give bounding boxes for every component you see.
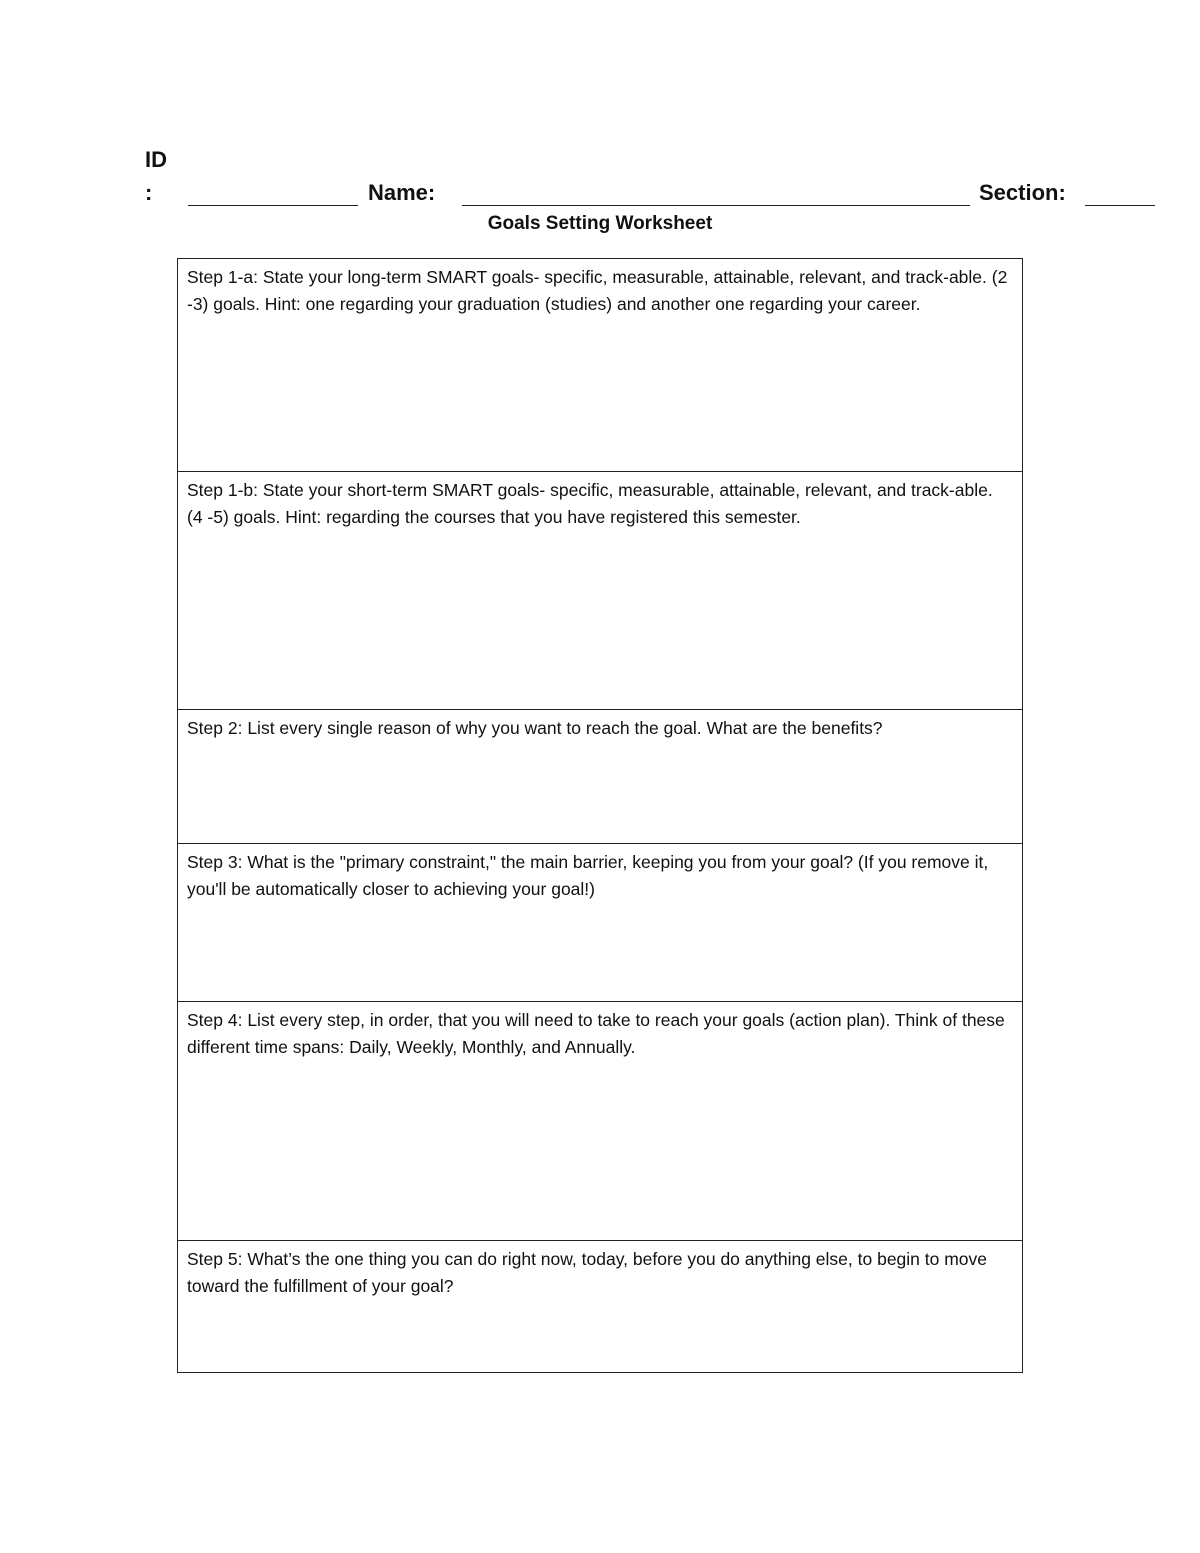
- name-blank-line: [462, 205, 970, 206]
- step-2-prompt: Step 2: List every single reason of why you want to reach the goal. What are the benefits?: [187, 718, 883, 738]
- step-3-prompt: Step 3: What is the "primary constraint," the main barrier, keeping you from your goal? (If you remove it, you'll be automatically closer to achieving your goal!): [187, 852, 989, 899]
- step-1b-box: [178, 472, 1022, 710]
- section-label: Section:: [979, 180, 1066, 205]
- id-blank-line: [188, 205, 358, 206]
- page-title: Goals Setting Worksheet: [487, 213, 713, 234]
- step-5-box: [178, 1241, 1022, 1372]
- step-4-box: [178, 1002, 1022, 1241]
- name-label: Name:: [368, 180, 436, 205]
- step-1a-prompt: Step 1-a: State your long-term SMART goals- specific, measurable, attainable, relevant, and track-able. (2 -3) goals. Hint: one regarding your graduation (studies) and another one regarding your career.: [187, 267, 1008, 314]
- worksheet-table: [177, 258, 1023, 1373]
- step-1b-prompt: Step 1-b: State your short-term SMART goals- specific, measurable, attainable, relevant, and track-able. (4 -5) goals. Hint: regarding the courses that you have registered this semester.: [187, 480, 993, 527]
- section-blank-line: [1085, 205, 1155, 206]
- id-colon: :: [145, 180, 153, 205]
- student-info-header: [145, 145, 1160, 210]
- step-2-box: [178, 710, 1022, 844]
- step-4-prompt: Step 4: List every step, in order, that you will need to take to reach your goals (action plan). Think of these different time spans: Daily, Weekly, Monthly, and Annually.: [187, 1010, 1005, 1057]
- step-5-prompt: Step 5: What’s the one thing you can do right now, today, before you do anything else, to begin to move toward the fulfillment of your goal?: [187, 1249, 988, 1296]
- id-label: ID: [145, 147, 167, 172]
- step-3-box: [178, 844, 1022, 1002]
- step-1a-box: [178, 259, 1022, 472]
